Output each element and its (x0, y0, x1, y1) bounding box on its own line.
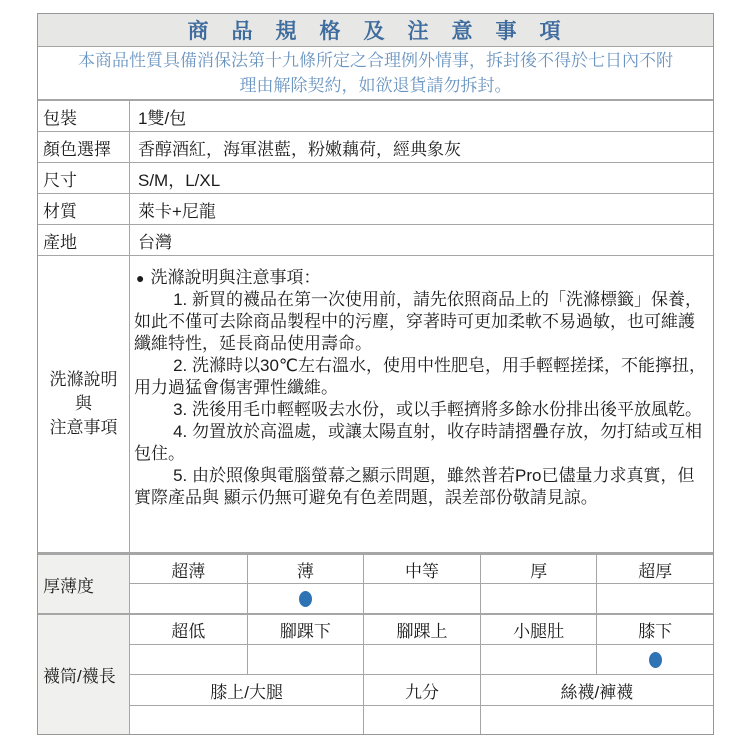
spec-value: 1雙/包 (138, 108, 187, 128)
thickness-dot-cell (480, 583, 597, 613)
page-title: 商品規格及注意事項 (187, 20, 584, 43)
notice-line-1: 本商品性質具備消保法第十九條所定之合理例外情事，拆封後不得於七日內不附 (78, 51, 673, 70)
care-heading-text: 洗滌說明與注意事項： (150, 268, 321, 287)
thickness-dot-cell (130, 583, 247, 613)
thickness-option: 超薄 (171, 561, 206, 581)
spec-value: 香醇酒紅，海軍湛藍，粉嫩藕荷，經典象灰 (138, 139, 461, 159)
spec-label: 包裝 (38, 101, 130, 131)
thickness-option: 中等 (363, 555, 480, 583)
length-dot-cell (480, 644, 597, 674)
care-item-1: 1. 新買的襪品在第一次使用前，請先依照商品上的「洗滌標籤」保養，如此不僅可去除商品製程中的污塵，穿著時可更加柔軟不易過敏，也可維護纖維特性，延長商品使用壽命。 (134, 290, 702, 353)
length-dot-cell (596, 644, 713, 674)
care-heading (136, 267, 707, 289)
thickness-option: 超厚 (596, 555, 713, 583)
spec-sheet (37, 13, 714, 735)
spec-value: 萊卡+尼龍 (138, 201, 216, 221)
length-empty-cell (363, 705, 480, 734)
bullet-circle-icon: ● (136, 270, 145, 286)
spec-row-color (38, 132, 713, 163)
length-option: 膝下 (596, 615, 713, 644)
legal-notice (38, 47, 713, 101)
length-option-wide: 九分 (363, 674, 480, 705)
spec-row-material (38, 194, 713, 225)
length-dot-cell (130, 644, 247, 674)
length-option: 小腿肚 (480, 615, 597, 644)
length-label: 襪筒/襪長 (38, 615, 130, 734)
notice-line-2: 理由解除契約，如欲退貨請勿拆封。 (239, 76, 512, 95)
length-option-wide: 膝上/大腿 (130, 674, 363, 705)
care-label-line: 洗滌說明 (49, 370, 118, 389)
care-instructions-row (38, 256, 713, 555)
care-item-4: 4. 勿置放於高溫處，或讓太陽直射，收存時請摺疊存放，勿打結或互相包住。 (134, 422, 702, 463)
spec-label: 顏色選擇 (38, 132, 130, 162)
care-item-2: 2. 洗滌時以30℃左右溫水，使用中性肥皂，用手輕輕搓揉，不能擰扭，用力過猛會傷害彈性纖維。 (134, 356, 706, 397)
length-option-wide: 絲襪/褲襪 (480, 674, 713, 705)
spec-row-origin (38, 225, 713, 256)
selected-dot-icon (649, 652, 662, 668)
care-label-line: 與 (75, 394, 92, 413)
spec-row-size (38, 163, 713, 194)
care-label-line: 注意事項 (49, 418, 118, 437)
care-label (38, 256, 130, 552)
length-table (38, 615, 713, 734)
thickness-dot-cell (363, 583, 480, 613)
spec-label: 材質 (38, 194, 130, 224)
selected-dot-icon (299, 591, 312, 607)
length-empty-cell (130, 705, 363, 734)
thickness-label: 厚薄度 (38, 555, 130, 613)
thickness-option: 薄 (247, 555, 364, 583)
length-option: 超低 (171, 622, 206, 641)
length-dot-cell (363, 644, 480, 674)
spec-value: S/M，L/XL (138, 170, 221, 190)
spec-row-packaging (38, 101, 713, 132)
thickness-dot-cell (596, 583, 713, 613)
spec-label: 產地 (38, 225, 130, 255)
thickness-dot-cell (247, 583, 364, 613)
care-item-3: 3. 洗後用毛巾輕輕吸去水份，或以手輕擠將多餘水份排出後平放風乾。 (173, 400, 702, 419)
spec-value: 台灣 (138, 232, 172, 252)
title-bar (38, 14, 713, 47)
length-option: 腳踝下 (247, 615, 364, 644)
care-item-5: 5. 由於照像與電腦螢幕之顯示問題，雖然普若Pro已儘量力求真實，但實際產品與 顯示仍無可避免有色差問題，誤差部份敬請見諒。 (134, 466, 695, 507)
length-empty-cell (480, 705, 713, 734)
length-dot-cell (247, 644, 364, 674)
thickness-table (38, 555, 713, 615)
spec-label: 尺寸 (38, 163, 130, 193)
thickness-option: 厚 (480, 555, 597, 583)
care-body (130, 256, 713, 552)
length-option: 腳踝上 (363, 615, 480, 644)
